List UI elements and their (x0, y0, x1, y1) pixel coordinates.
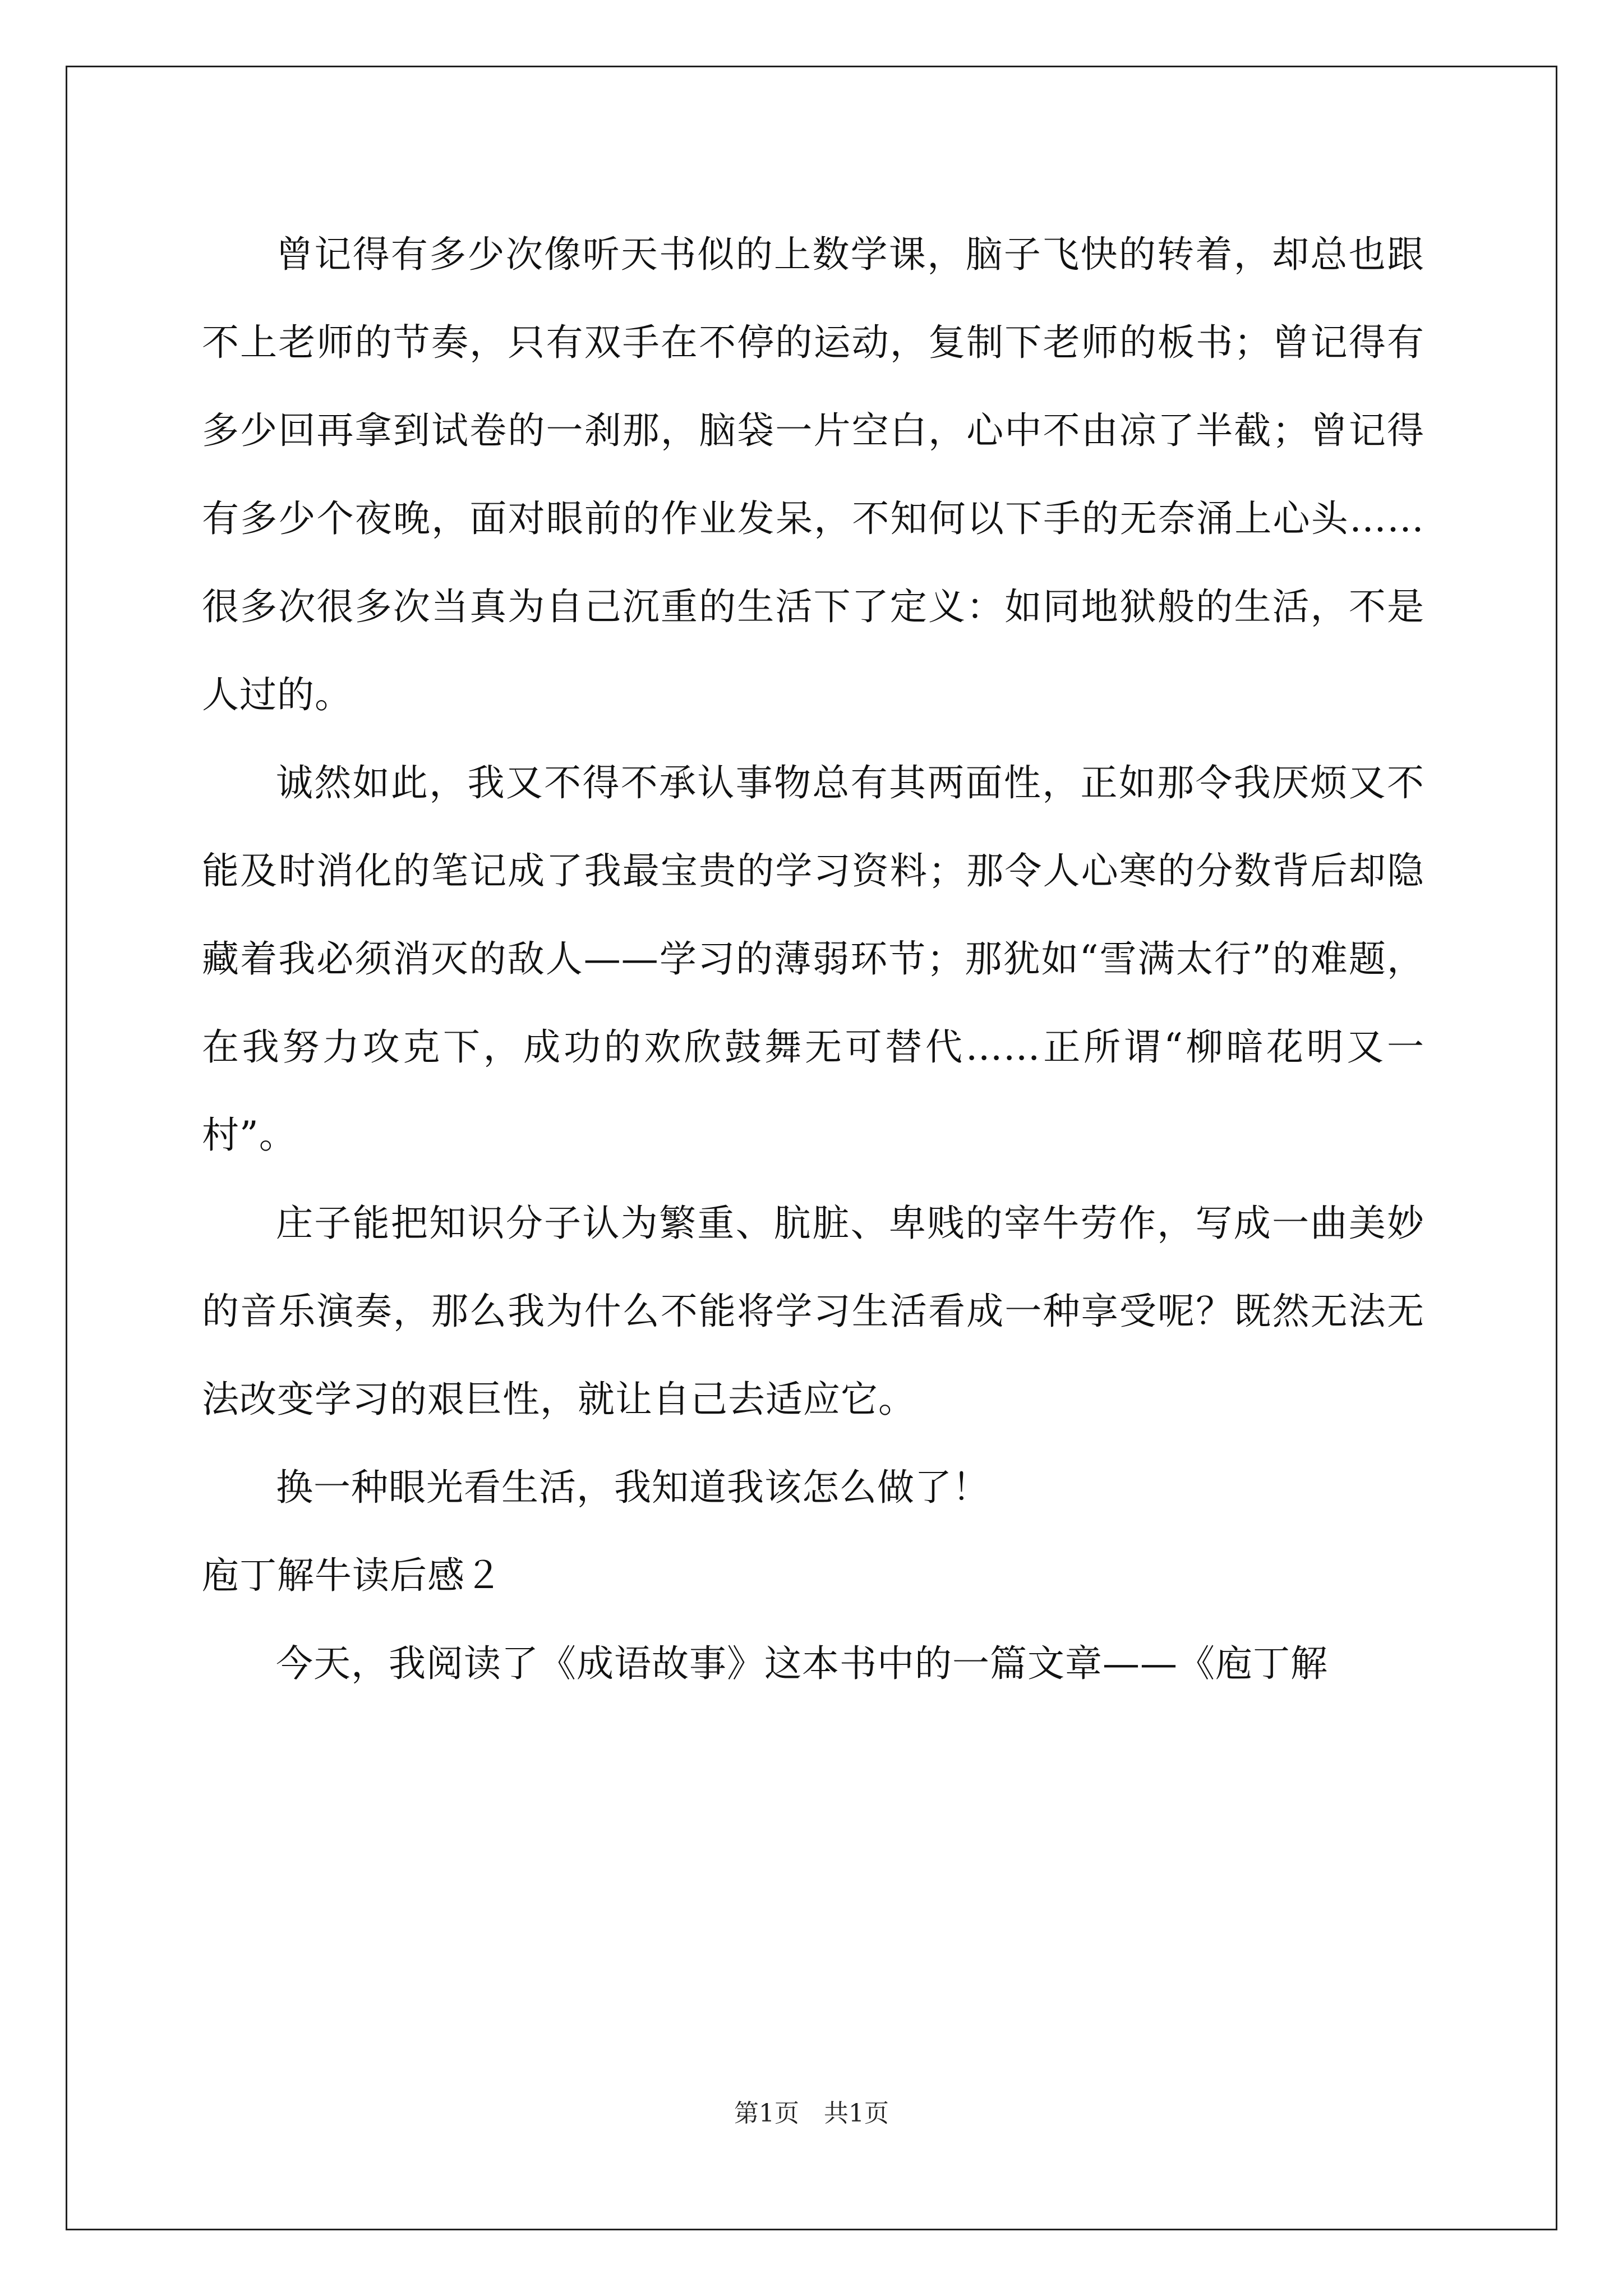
page-footer (0, 2097, 1623, 2131)
paragraph-3: 庄子能把知识分子认为繁重、肮脏、卑贱的宰牛劳作，写成一曲美妙的音乐演奏，那么我为什么不能将学习生活看成一种享受呢？既然无法无法改变学习的艰巨性，就让自己去适应它。 (202, 1202, 1424, 1421)
page-number: 第1页 共1页 (734, 2099, 889, 2128)
paragraph-1: 曾记得有多少次像听天书似的上数学课，脑子飞快的转着，却总也跟不上老师的节奏，只有双手在不停的运动，复制下老师的板书；曾记得有多少回再拿到试卷的一刹那，脑袋一片空白，心中不由凉了半截；曾记得有多少个夜晚，面对眼前的作业发呆，不知何以下手的无奈涌上心头……很多次很多次当真为自己沉重的生活下了定义：如同地狱般的生活，不是人过的。 (202, 233, 1424, 716)
paragraph-5: 今天，我阅读了《成语故事》这本书中的一篇文章——《庖丁解 (276, 1642, 1328, 1685)
document-body (202, 210, 1424, 1708)
section-heading: 庖丁解牛读后感２ (202, 1554, 502, 1597)
paragraph-4: 换一种眼光看生活，我知道我该怎么做了！ (276, 1466, 990, 1509)
paragraph-2: 诚然如此，我又不得不承认事物总有其两面性，正如那令我厌烦又不能及时消化的笔记成了我最宝贵的学习资料；那令人心寒的分数背后却隐藏着我必须消灭的敌人——学习的薄弱环节；那犹如“雪满太行”的难题，在我努力攻克下，成功的欢欣鼓舞无可替代……正所谓“柳暗花明又一村”。 (202, 761, 1424, 1157)
